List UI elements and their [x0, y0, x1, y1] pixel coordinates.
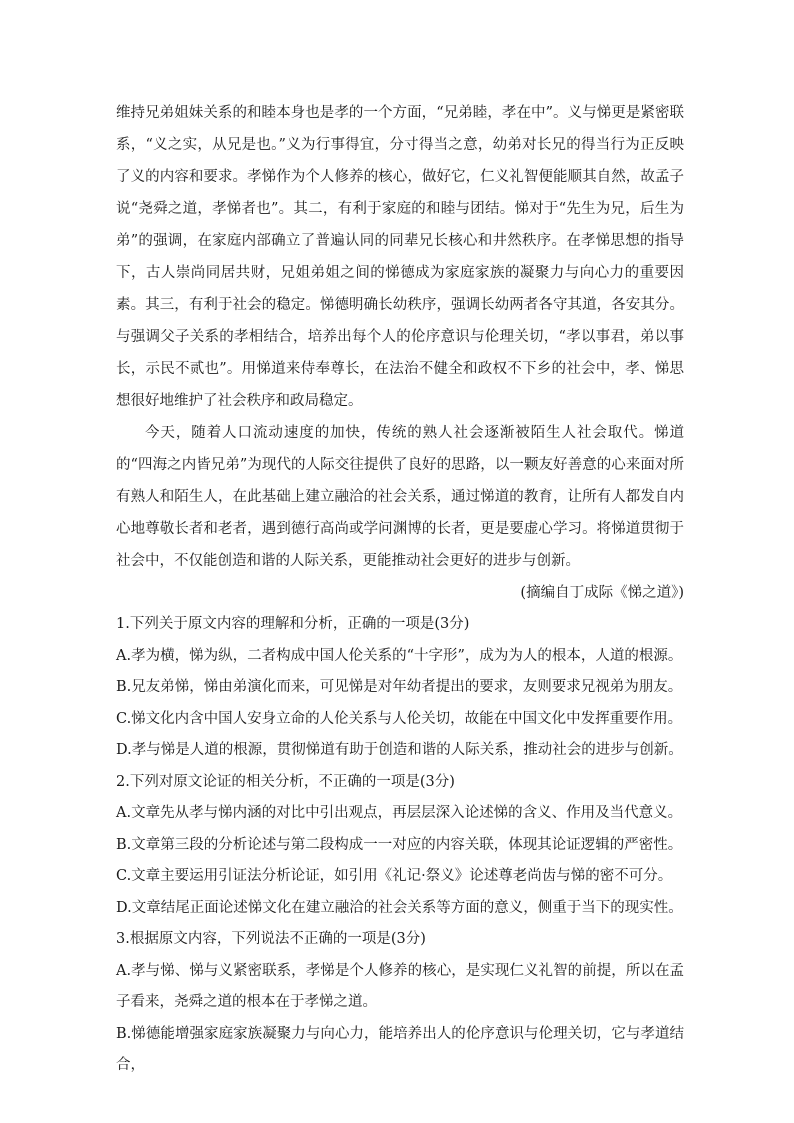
question-stem: 1.下列关于原文内容的理解和分析，正确的一项是(3分)	[116, 616, 470, 632]
question-option: B.悌德能增强家庭家族凝聚力与向心力，能培养出人的伦序意识与伦理关切，它与孝道结合，	[116, 1025, 684, 1073]
question-1	[116, 609, 684, 767]
question-option: B.文章第三段的分析论述与第二段构成一一对应的内容关联，体现其论证逻辑的严密性。	[116, 836, 683, 853]
question-option: D.孝与悌是人道的根源，贯彻悌道有助于创造和谐的人际关系，推动社会的进步与创新。	[116, 742, 683, 758]
question-3	[116, 924, 684, 1082]
article-paragraph-1: 维持兄弟姐妹关系的和睦本身也是孝的一个方面，“兄弟睦，孝在中”。义与悌更是紧密联系，“义之实，从兄是也。”义为行事得宜，分寸得当之意，幼弟对长兄的得当行为正反映了义的内容和要求。孝悌作为个人修养的核心，做好它，仁义礼智便能顺其自然，故孟子说“尧舜之道，孝悌者也”。其二，有利于家庭的和睦与团结。悌对于“先生为兄，后生为弟”的强调，在家庭内部确立了普遍认同的同辈兄长核心和井然秩序。在孝悌思想的指导下，古人崇尚同居共财，兄姐弟姐之间的悌德成为家庭家族的凝聚力与向心力的重要因素。其三，有利于社会的稳定。悌德明确长幼秩序，强调长幼两者各守其道，各安其分。与强调父子关系的孝相结合，培养出每个人的伦序意识与伦理关切，“孝以事君，弟以事长，示民不贰也”。用悌道来侍奉尊长，在法治不健全和政权不下乡的社会中，孝、悌思想很好地维护了社会秩序和政局稳定。	[116, 105, 684, 409]
question-option: A.孝为横，悌为纵，二者构成中国人伦关系的“十字形”，成为为人的根本，人道的根源。	[116, 647, 683, 664]
page-content	[116, 97, 684, 1082]
question-option: C.文章主要运用引证法分析论证，如引用《礼记·祭义》论述尊老尚齿与悌的密不可分。	[116, 868, 673, 884]
question-stem: 3.根据原文内容，下列说法不正确的一项是(3分)	[116, 931, 426, 947]
question-option: A.文章先从孝与悌内涵的对比中引出观点，再层层深入论述悌的含义、作用及当代意义。	[116, 805, 683, 821]
question-option: B.兄友弟悌，悌由弟演化而来，可见悌是对年幼者提出的要求，友则要求兄视弟为朋友。	[116, 679, 683, 695]
article-paragraph-2: 今天，随着人口流动速度的加快，传统的熟人社会逐渐被陌生人社会取代。悌道的“四海之内皆兄弟”为现代的人际交往提供了良好的思路，以一颗友好善意的心来面对所有熟人和陌生人，在此基础上建立融洽的社会关系，通过悌道的教育，让所有人都发自内心地尊敬长者和老者，遇到德行高尚或学问渊博的长者，更是要虚心学习。将悌道贯彻于社会中，不仅能创造和谐的人际关系，更能推动社会更好的进步与创新。	[116, 425, 684, 569]
question-stem: 2.下列对原文论证的相关分析，不正确的一项是(3分)	[116, 773, 455, 790]
question-2	[116, 767, 684, 925]
question-option: D.文章结尾正面论述悌文化在建立融洽的社会关系等方面的意义，侧重于当下的现实性。	[116, 899, 683, 916]
question-option: A.孝与悌、悌与义紧密联系，孝悌是个人修养的核心，是实现仁义礼智的前提，所以在孟子看来，尧舜之道的根本在于孝悌之道。	[116, 962, 684, 1010]
question-option: C.悌文化内含中国人安身立命的人伦关系与人伦关切，故能在中国文化中发挥重要作用。	[116, 710, 683, 727]
article-source: (摘编自丁成际《悌之道》)	[520, 585, 684, 601]
